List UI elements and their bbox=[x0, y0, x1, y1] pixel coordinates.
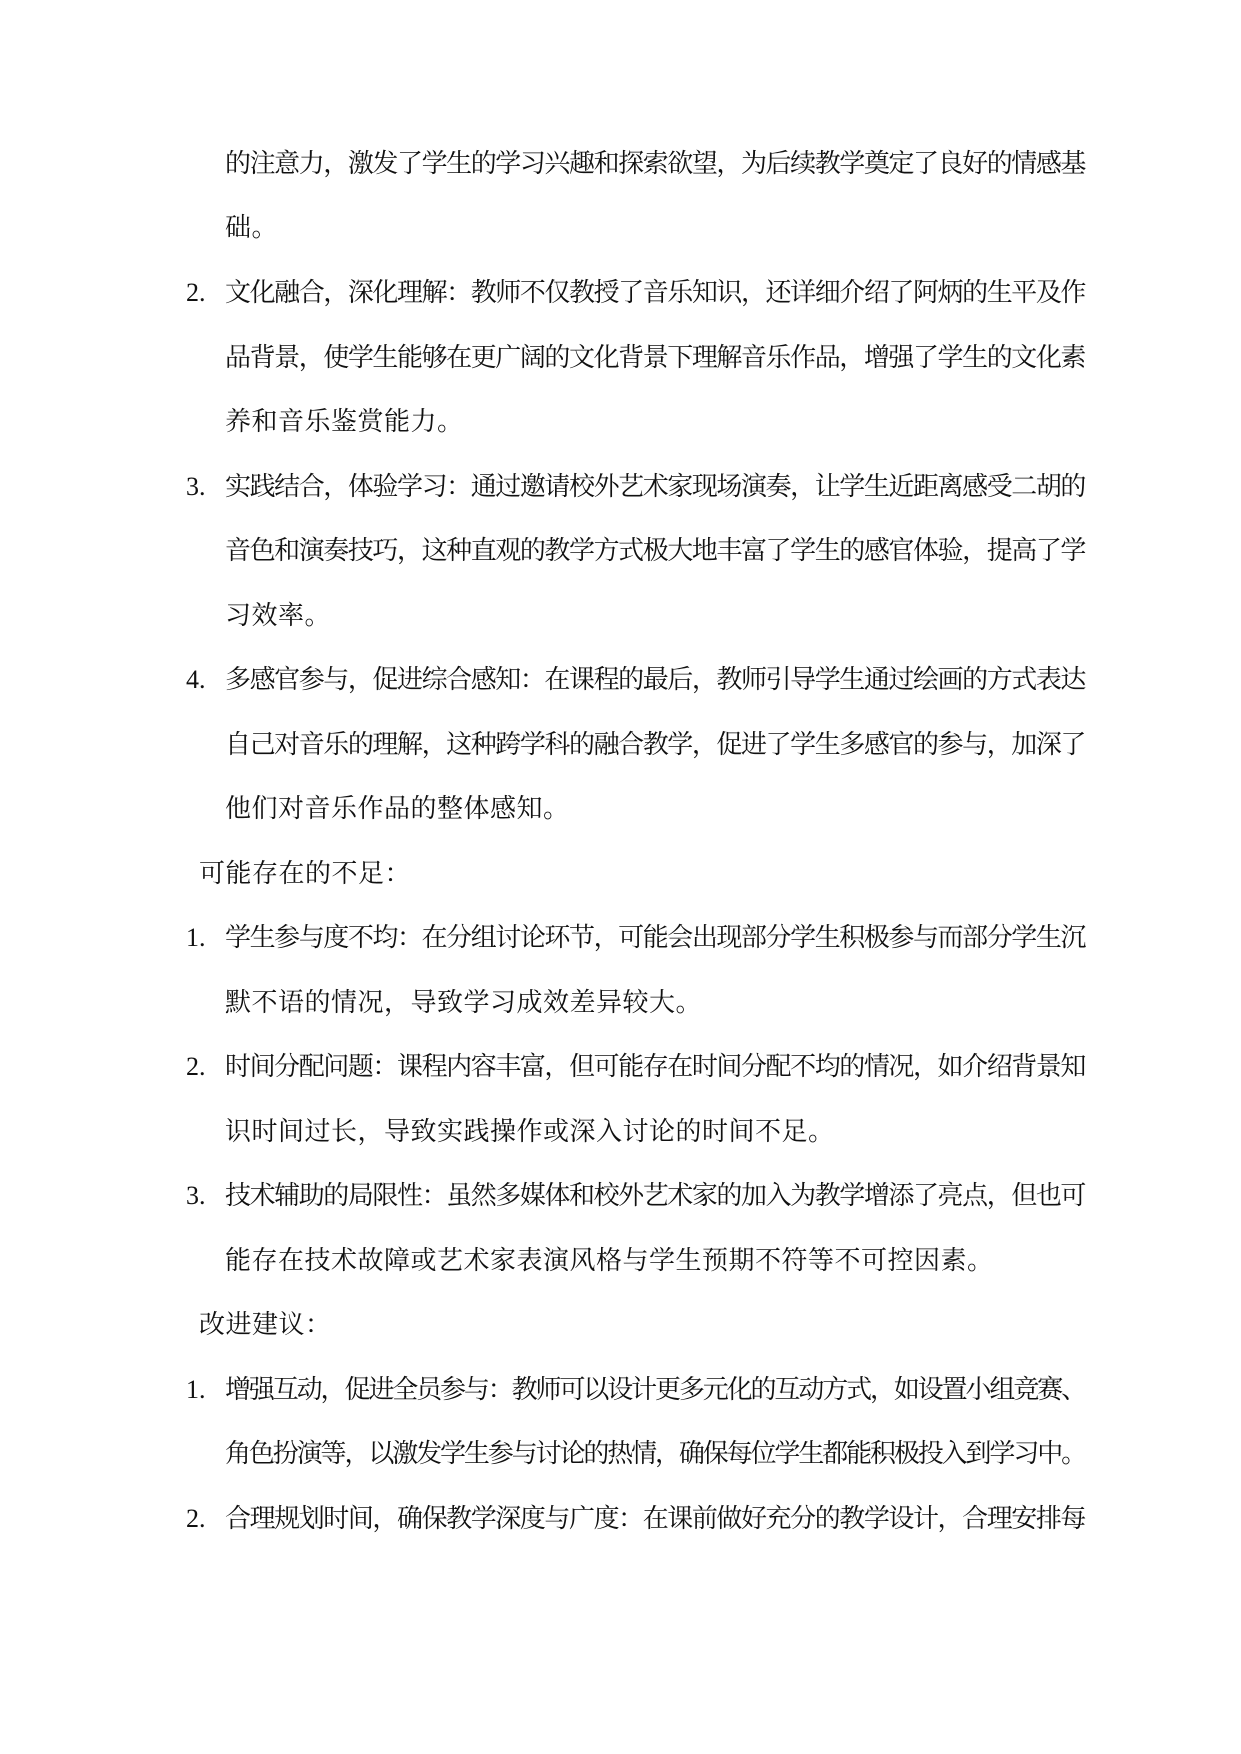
list-item-line: 默不语的情况，导致学习成效差异较大。 bbox=[225, 988, 703, 1018]
list-item-line: 习效率。 bbox=[225, 601, 332, 631]
list-item-line: 养和音乐鉴赏能力。 bbox=[225, 407, 464, 437]
list-number: 2. bbox=[186, 1052, 206, 1081]
list-item-line: 音色和演奏技巧，这种直观的教学方式极大地丰富了学生的感官体验，提高了学 bbox=[225, 536, 1085, 566]
list-item-line: 品背景，使学生能够在更广阔的文化背景下理解音乐作品，增强了学生的文化素 bbox=[225, 343, 1085, 373]
list-number: 3. bbox=[186, 472, 206, 501]
list-number: 2. bbox=[186, 278, 206, 307]
list-number: 2. bbox=[186, 1504, 206, 1533]
list-item-line: 识时间过长，导致实践操作或深入讨论的时间不足。 bbox=[225, 1117, 835, 1147]
list-item-line: 多感官参与，促进综合感知：在课程的最后，教师引导学生通过绘画的方式表达 bbox=[225, 665, 1085, 695]
list-item-line: 能存在技术故障或艺术家表演风格与学生预期不符等不可控因素。 bbox=[225, 1246, 994, 1276]
paragraph-line: 的注意力，激发了学生的学习兴趣和探索欲望，为后续教学奠定了良好的情感基 bbox=[225, 149, 1085, 179]
list-item-line: 技术辅助的局限性：虽然多媒体和校外艺术家的加入为教学增添了亮点，但也可 bbox=[225, 1181, 1085, 1211]
list-item-line: 角色扮演等，以激发学生参与讨论的热情，确保每位学生都能积极投入到学习中。 bbox=[225, 1439, 1085, 1469]
list-number: 3. bbox=[186, 1181, 206, 1210]
list-item-line: 自己对音乐的理解，这种跨学科的融合教学，促进了学生多感官的参与，加深了 bbox=[225, 730, 1085, 760]
paragraph-line: 础。 bbox=[225, 213, 279, 243]
list-number: 4. bbox=[186, 665, 206, 694]
list-item-line: 学生参与度不均：在分组讨论环节，可能会出现部分学生积极参与而部分学生沉 bbox=[225, 923, 1085, 953]
list-item-line: 合理规划时间，确保教学深度与广度：在课前做好充分的教学设计，合理安排每 bbox=[225, 1504, 1085, 1534]
section-heading-weaknesses: 可能存在的不足： bbox=[199, 859, 412, 889]
list-item-line: 实践结合，体验学习：通过邀请校外艺术家现场演奏，让学生近距离感受二胡的 bbox=[225, 472, 1085, 502]
list-number: 1. bbox=[186, 923, 206, 952]
section-heading-suggestions: 改进建议： bbox=[199, 1310, 332, 1340]
list-item-line: 增强互动，促进全员参与：教师可以设计更多元化的互动方式，如设置小组竞赛、 bbox=[225, 1375, 1085, 1405]
list-item-line: 他们对音乐作品的整体感知。 bbox=[225, 794, 570, 824]
list-item-line: 时间分配问题：课程内容丰富，但可能存在时间分配不均的情况，如介绍背景知 bbox=[225, 1052, 1085, 1082]
list-number: 1. bbox=[186, 1375, 206, 1404]
list-item-line: 文化融合，深化理解：教师不仅教授了音乐知识，还详细介绍了阿炳的生平及作 bbox=[225, 278, 1085, 308]
